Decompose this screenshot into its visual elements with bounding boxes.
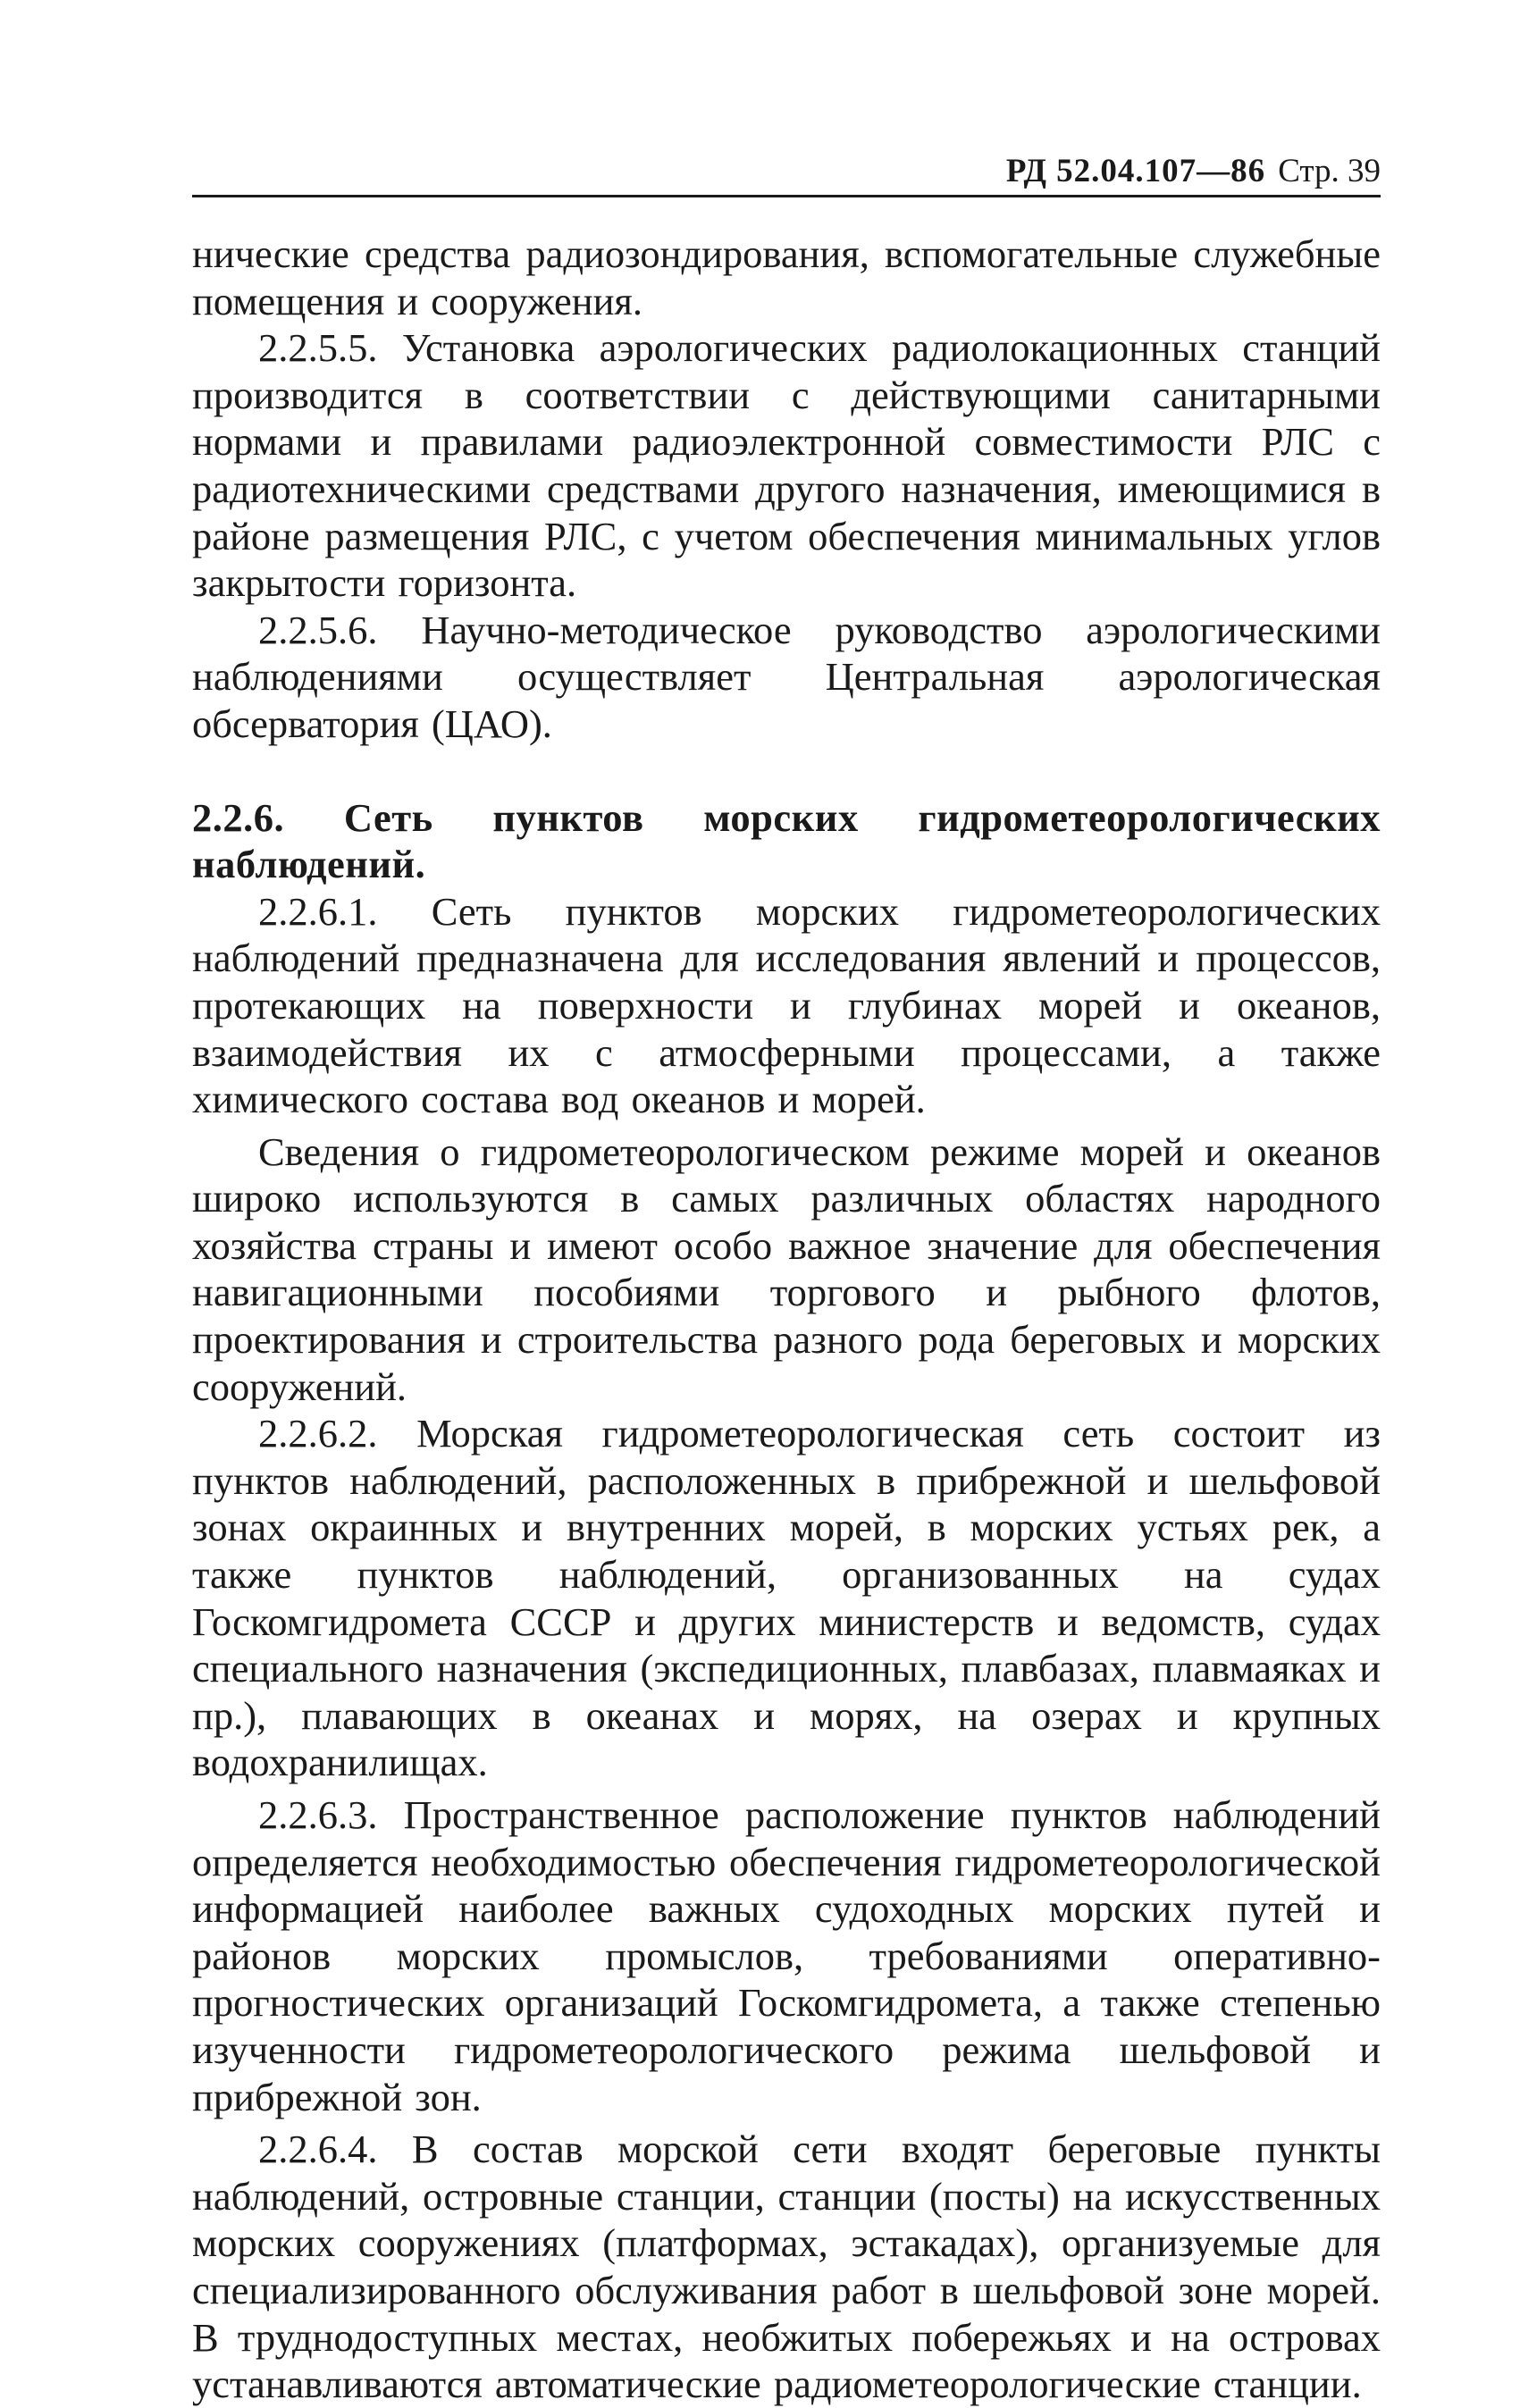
paragraph-2-2-5-5: 2.2.5.5. Установка аэрологических радиолокационных станций производится в соответствии с действующими санитарными нормами и правилами радиоэлектронной совместимости РЛС с радиотехническими средствами другого назначения, имеющимися в районе размещения РЛС, с учетом обеспечения минимальных углов закрытости горизонта.	[192, 325, 1381, 606]
page-header	[192, 150, 1381, 200]
paragraph-2-2-5-6: 2.2.5.6. Научно-методическое руководство аэрологическими наблюдениями осуществляет Центральная аэрологическая обсерватория (ЦАО).	[192, 607, 1381, 746]
paragraph-2-2-6-3: 2.2.6.3. Пространственное расположение пунктов наблюдений определяется необходимостью обеспечения гидрометеорологической информацией наиболее важных судоходных морских путей и районов морских промыслов, требованиями оперативно-прогностических организаций Госкомгидромета, а также степенью изученности гидрометеорологического режима шельфовой и прибрежной зон.	[192, 1792, 1381, 2119]
paragraph-continuation: нические средства радиозондирования, вспомогательные служебные помещения и сооружения.	[192, 231, 1381, 323]
paragraph-2-2-6-4: 2.2.6.4. В состав морской сети входят береговые пункты наблюдений, островные станции, станции (посты) на искусственных морских сооружениях (платформах, эстакадах), организуемые для специализированного обслуживания работ в шельфовой зоне морей. В труднодоступных местах, необжитых побережьях и на островах устанавливаются автоматические радиометеорологические станции.	[192, 2127, 1381, 2407]
paragraph-2-2-6-1: 2.2.6.1. Сеть пунктов морских гидрометеорологических наблюдений предназначена для исследования явлений и процессов, протекающих на поверхности и глубинах морей и океанов, взаимодействия их с атмосферными процессами, а также химического состава вод океанов и морей.	[192, 888, 1381, 1122]
document-body	[192, 231, 1381, 2408]
paragraph-2-2-6-2: 2.2.6.2. Морская гидрометеорологическая сеть состоит из пунктов наблюдений, расположенных в прибрежной и шельфовой зонах окраинных и внутренних морей, в морских устьях рек, а также пунктов наблюдений, организованных на судах Госкомгидромета СССР и других министерств и ведомств, судах специального назначения (экспедиционных, плавбазах, плавмаяках и пр.), плавающих в океанах и морях, на озерах и крупных водохранилищах.	[192, 1411, 1381, 1785]
document-code: РД 52.04.107—86	[1005, 153, 1266, 189]
page-number: Стр. 39	[1278, 153, 1381, 189]
paragraph-svedeniya: Сведения о гидрометеорологическом режиме морей и океанов широко используются в самых различных областях народного хозяйства страны и имеют особо важное значение для обеспечения навигационными пособиями торгового и рыбного флотов, проектирования и строительства разного рода береговых и морских сооружений.	[192, 1128, 1381, 1409]
header-rule	[192, 195, 1381, 197]
header-text	[1006, 150, 1381, 193]
section-heading-2-2-6: 2.2.6. Сеть пунктов морских гидрометеорологических наблюдений.	[192, 794, 1381, 887]
